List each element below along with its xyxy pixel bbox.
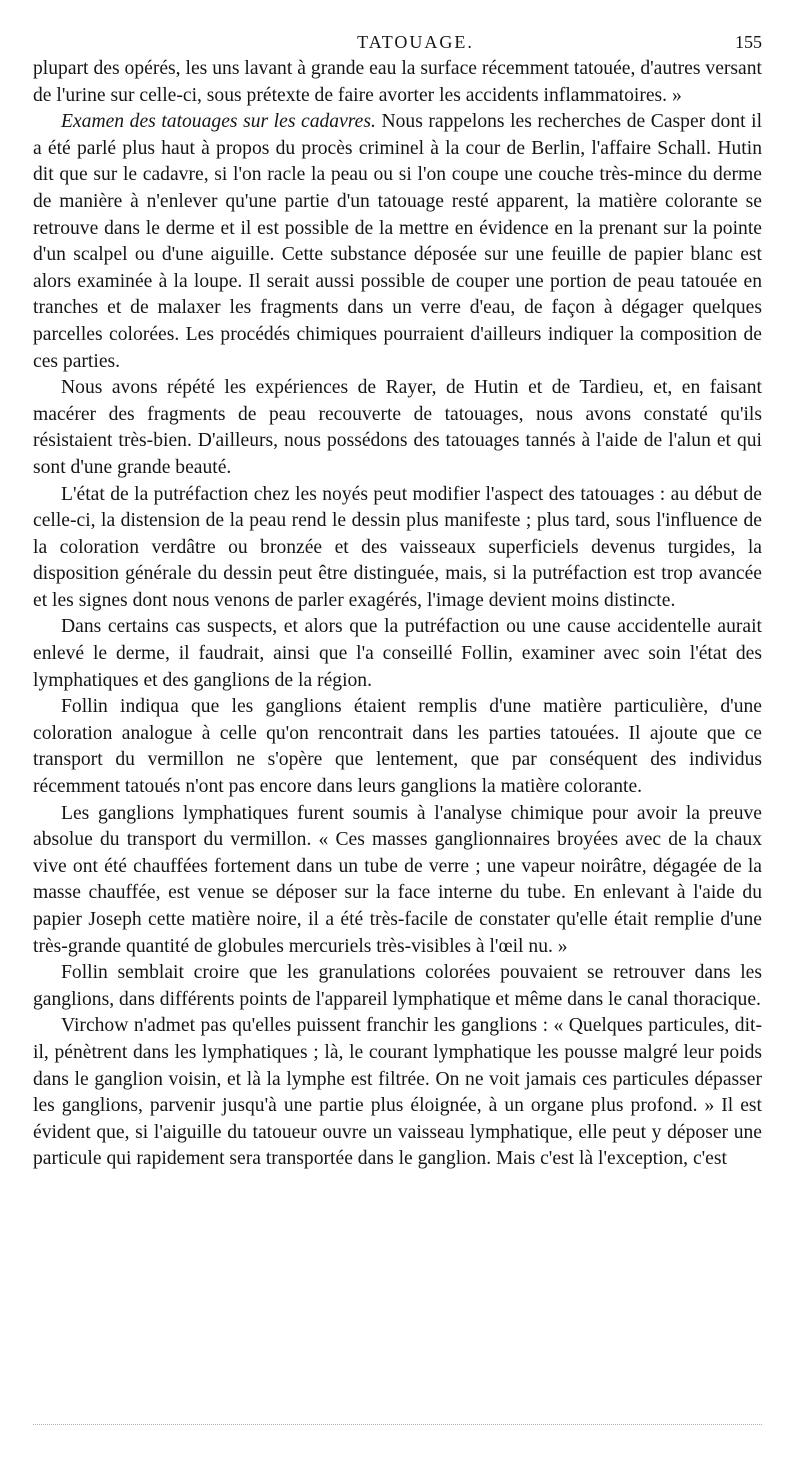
paragraph-text: Follin indiqua que les ganglions étaient remplis d'une matière particulière, d'une coloration analogue à celle qu'on rencontrait dans les parties tatouées. Il ajoute que ce transport du vermillon ne s'opère que lentement, que par conséquent des individus récemment tatoués n'ont pas encore dans leurs ganglions la matière colorante.	[33, 696, 762, 798]
paragraph-text: Nous avons répété les expériences de Rayer, de Hutin et de Tardieu, et, en faisant macérer des fragments de peau recouverte de tatouages, nous avons constaté qu'ils résistaient très-bien. D'ailleurs, nous possédons des tatouages tannés à l'aide de l'alun et qui sont d'une grande beauté.	[33, 377, 762, 478]
paragraph	[33, 694, 762, 800]
paragraph-text: Follin semblait croire que les granulations colorées pouvaient se retrouver dans les ganglions, dans différents points de l'appareil lymphatique et même dans le canal thoracique.	[33, 962, 762, 1010]
body-text	[33, 56, 762, 1173]
paragraph-text: Dans certains cas suspects, et alors que la putréfaction ou une cause accidentelle aurait enlevé le derme, il faudrait, ainsi que l'a conseillé Follin, examiner avec soin l'état des lymphatiques et des ganglions de la région.	[33, 616, 762, 691]
paragraph-text: Nous rappelons les recherches de Casper dont il a été parlé plus haut à propos du procès criminel à la cour de Berlin, l'affaire Schall. Hutin dit que sur le cadavre, si l'on racle la peau ou si l'on coupe une couche très-mince du derme de manière à n'enlever qu'une partie d'un tatouage resté apparent, la matière colorante se retrouve dans le derme et il est possible de la mettre en évidence en la prenant sur la pointe d'un scalpel ou d'une aiguille. Cette substance déposée sur une feuille de papier blanc est alors examinée à la loupe. Il serait aussi possible de couper une portion de peau tatouée en tranches et de malaxer les fragments dans un verre d'eau, de façon à dégager quelques parcelles colorées. Les procédés chimiques pourraient d'ailleurs indiquer la composition de ces parties.	[33, 111, 763, 372]
paragraph-text: Virchow n'admet pas qu'elles puissent franchir les ganglions : « Quelques particules, dit-il, pénètrent dans les lymphatiques ; là, le courant lymphatique les pousse malgré leur poids dans le ganglion voisin, et là la lymphe est filtrée. On ne voit jamais ces particules dépasser les ganglions, parvenir jusqu'à une partie plus éloignée, à un organe plus profond. » Il est évident que, si l'aiguille du tatoueur ouvre un vaisseau lymphatique, elle peut y déposer une particule qui rapidement sera transportée dans le ganglion. Mais c'est là l'exception, c'est	[33, 1015, 762, 1170]
section-heading-italic: Examen des tatouages sur les cadavres.	[61, 111, 376, 133]
paragraph	[33, 801, 762, 961]
paragraph	[33, 109, 762, 375]
paragraph-text: plupart des opérés, les uns lavant à grande eau la surface récemment tatouée, d'autres versant de l'urine sur celle-ci, sous prétexte de faire avorter les accidents inflammatoires. »	[33, 58, 762, 106]
paragraph-text: Les ganglions lymphatiques furent soumis à l'analyse chimique pour avoir la preuve absolue du transport du vermillon. « Ces masses ganglionnaires broyées avec de la chaux vive ont été chauffées fortement dans un tube de verre ; une vapeur noirâtre, dégagée de la masse chauffée, est venue se déposer sur la face interne du tube. En enlevant à l'aide du papier Joseph cette matière noire, il a été très-facile de constater qu'elle était remplie d'une très-grande quantité de globules mercuriels très-visibles à l'œil nu. »	[33, 802, 762, 957]
paragraph	[33, 375, 762, 481]
running-title: TATOUAGE.	[357, 32, 474, 52]
page-number: 155	[735, 32, 762, 52]
paragraph	[33, 960, 762, 1013]
running-head	[33, 22, 762, 56]
paragraph	[33, 482, 762, 615]
paragraph	[33, 56, 762, 109]
paragraph	[33, 614, 762, 694]
paragraph-text: L'état de la putréfaction chez les noyés peut modifier l'aspect des tatouages : au début de celle-ci, la distension de la peau rend le dessin plus manifeste ; plus tard, sous l'influence de la coloration verdâtre ou bronzée et des vaisseaux superficiels devenus turgides, la disposition générale du dessin peut être distinguée, mais, si la putréfaction est trop avancée et les signes dont nous venons de parler exagérés, l'image devient moins distincte.	[33, 483, 762, 611]
footer-rule	[33, 1424, 762, 1425]
paragraph	[33, 1013, 762, 1173]
